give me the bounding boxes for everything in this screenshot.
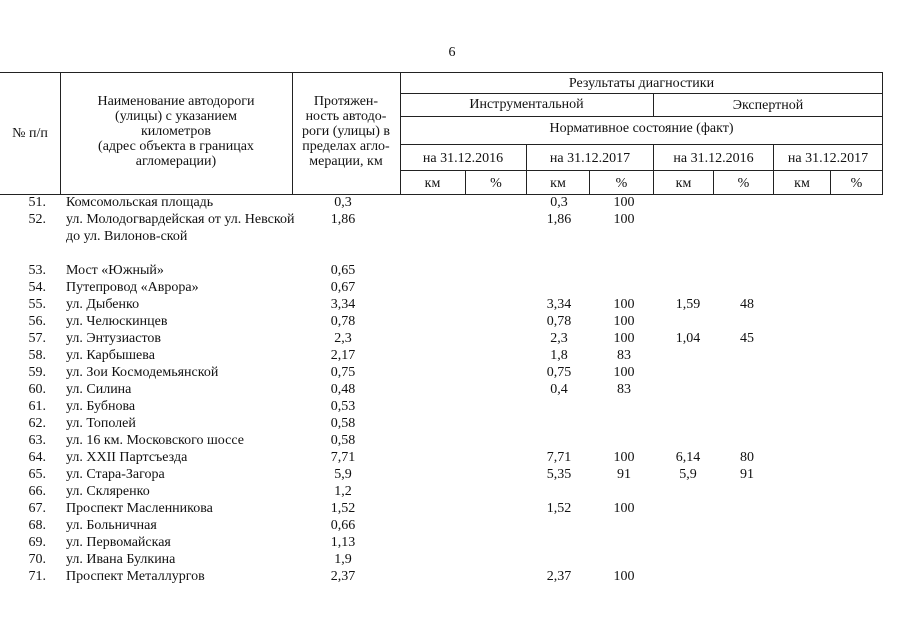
- header-date: на 31.12.2016: [673, 151, 754, 166]
- road-length: 5,9: [334, 467, 352, 482]
- instrumental-2017-km: 2,37: [546, 569, 572, 584]
- table-row: [0, 534, 905, 551]
- instrumental-2017-percent: 83: [617, 348, 631, 363]
- date-rule: [400, 170, 883, 171]
- table-row: [0, 500, 905, 517]
- road-name: Проспект Металлургов: [66, 569, 205, 584]
- instrumental-2017-km: 1,8: [550, 348, 568, 363]
- row-number: 52.: [28, 212, 46, 227]
- table-row: [0, 551, 905, 568]
- table-row: [0, 262, 905, 279]
- instrumental-2017-km: 7,71: [546, 450, 572, 465]
- header-date: на 31.12.2017: [549, 151, 631, 166]
- instrumental-2017-percent: 100: [613, 501, 635, 516]
- instrumental-2017-km: 1,86: [546, 212, 572, 227]
- row-number: 62.: [28, 416, 46, 431]
- road-length: 0,48: [330, 382, 356, 397]
- divider-date-1: [526, 144, 527, 194]
- table-row: [0, 517, 905, 534]
- row-number: 56.: [28, 314, 46, 329]
- instrumental-2017-km: 0,3: [550, 195, 568, 210]
- row-number: 70.: [28, 552, 46, 567]
- instrumental-2017-percent: 100: [613, 331, 635, 346]
- road-name: Комсомольская площадь: [66, 195, 214, 210]
- divider-unit-2: [589, 170, 590, 194]
- road-name: ул. Челюскинцев: [66, 314, 168, 329]
- header-date: на 31.12.2017: [787, 151, 869, 166]
- divider-date-3: [773, 144, 774, 194]
- row-number: 60.: [28, 382, 46, 397]
- row-number: 53.: [28, 263, 46, 278]
- header-length-line: мерации, км: [309, 154, 383, 169]
- road-name: ул. Стара-Загора: [66, 467, 165, 482]
- road-name: ул. XXII Партсъезда: [66, 450, 188, 465]
- header-unit: км: [675, 176, 692, 191]
- table-row: [0, 415, 905, 432]
- expert-2016-km: 1,04: [675, 331, 701, 346]
- header-length-line: пределах агло-: [302, 139, 390, 154]
- road-name: ул. 16 км. Московского шоссе: [66, 433, 244, 448]
- instrumental-2017-km: 3,34: [546, 297, 572, 312]
- header-results: Результаты диагностики: [568, 76, 715, 91]
- row-number: 54.: [28, 280, 46, 295]
- header-name-line: (адрес объекта в границах: [98, 139, 254, 154]
- header-top-rule: [0, 72, 883, 73]
- road-length: 0,67: [330, 280, 356, 295]
- row-number: 68.: [28, 518, 46, 533]
- road-length: 1,2: [334, 484, 352, 499]
- road-length: 0,78: [330, 314, 356, 329]
- header-unit: %: [850, 176, 863, 191]
- table-row: [0, 568, 905, 585]
- instrumental-2017-percent: 100: [613, 450, 635, 465]
- expert-2016-km: 5,9: [679, 467, 697, 482]
- road-length: 2,17: [330, 348, 356, 363]
- header-num: № п/п: [12, 126, 48, 141]
- instrumental-2017-percent: 83: [617, 382, 631, 397]
- road-name: ул. Дыбенко: [66, 297, 140, 312]
- road-length: 7,71: [330, 450, 356, 465]
- instrumental-2017-km: 5,35: [546, 467, 572, 482]
- normative-rule: [400, 144, 883, 145]
- row-number: 58.: [28, 348, 46, 363]
- road-length: 0,75: [330, 365, 356, 380]
- row-number: 61.: [28, 399, 46, 414]
- table-row: [0, 313, 905, 330]
- header-name-line: (улицы) с указанием: [115, 109, 237, 124]
- road-name: ул. Зои Космодемьянской: [66, 365, 219, 380]
- road-length: 2,3: [334, 331, 352, 346]
- road-name: ул. Молодогвардейская от ул. Невской до ул. Вилонов-ской: [66, 212, 295, 244]
- road-name: ул. Карбышева: [66, 348, 155, 363]
- expert-2016-km: 1,59: [675, 297, 701, 312]
- road-name: ул. Ивана Булкина: [66, 552, 176, 567]
- divider-length: [400, 72, 401, 194]
- instrumental-2017-percent: 91: [617, 467, 631, 482]
- row-number: 67.: [28, 501, 46, 516]
- instrumental-2017-percent: 100: [613, 297, 635, 312]
- instrumental-2017-percent: 100: [613, 212, 635, 227]
- header-name-line: агломерации): [135, 154, 217, 169]
- table-row: [0, 194, 905, 211]
- header-normative: Нормативное состояние (факт): [549, 121, 734, 136]
- header-length-block: [294, 94, 398, 169]
- expert-2016-percent: 48: [740, 297, 754, 312]
- table-row: [0, 347, 905, 364]
- results-rule: [400, 93, 883, 94]
- row-number: 57.: [28, 331, 46, 346]
- road-name: ул. Силина: [66, 382, 132, 397]
- header-name-block: [62, 94, 290, 169]
- row-number: 63.: [28, 433, 46, 448]
- divider-right: [882, 72, 883, 194]
- instrumental-2017-percent: 100: [613, 569, 635, 584]
- header-instrumental: Инструментальной: [469, 97, 584, 112]
- road-name: ул. Больничная: [66, 518, 157, 533]
- row-number: 59.: [28, 365, 46, 380]
- table-row: [0, 296, 905, 313]
- road-length: 1,52: [330, 501, 356, 516]
- header-length-line: Протяжен-: [313, 94, 379, 109]
- instrumental-2017-km: 2,3: [550, 331, 568, 346]
- road-length: 0,58: [330, 416, 356, 431]
- method-rule: [400, 116, 883, 117]
- road-length: 1,9: [334, 552, 352, 567]
- road-length: 1,86: [330, 212, 356, 227]
- divider-unit-4: [830, 170, 831, 194]
- table-row: [0, 381, 905, 398]
- table-row: [0, 483, 905, 500]
- road-name: Проспект Масленникова: [66, 501, 213, 516]
- row-number: 55.: [28, 297, 46, 312]
- instrumental-2017-km: 0,4: [550, 382, 568, 397]
- header-length-line: ность автодо-: [305, 109, 387, 124]
- table-row: [0, 211, 905, 244]
- row-number: 65.: [28, 467, 46, 482]
- road-name: ул. Скляренко: [66, 484, 150, 499]
- header-unit: км: [794, 176, 810, 191]
- instrumental-2017-percent: 100: [613, 365, 635, 380]
- road-name: ул. Первомайская: [66, 535, 171, 550]
- header-unit: %: [737, 176, 750, 191]
- row-number: 51.: [28, 195, 46, 210]
- table-row: [0, 466, 905, 483]
- table-row: [0, 364, 905, 381]
- page-number: 6: [448, 45, 456, 60]
- table-row: [0, 398, 905, 415]
- header-unit: %: [490, 176, 502, 191]
- instrumental-2017-km: 0,75: [546, 365, 572, 380]
- header-unit: км: [424, 176, 441, 191]
- header-length-line: роги (улицы) в: [302, 124, 390, 139]
- road-name: Мост «Южный»: [66, 263, 164, 278]
- instrumental-2017-km: 1,52: [546, 501, 572, 516]
- table-row: [0, 330, 905, 347]
- divider-num: [60, 72, 61, 194]
- road-length: 0,65: [330, 263, 356, 278]
- instrumental-2017-km: 0,78: [546, 314, 572, 329]
- header-unit: %: [615, 176, 628, 191]
- header-expert: Экспертной: [732, 98, 804, 113]
- divider-name: [292, 72, 293, 194]
- header-name-line: Наименование автодороги: [97, 94, 255, 109]
- road-length: 0,66: [330, 518, 356, 533]
- road-name: Путепровод «Аврора»: [66, 280, 199, 295]
- row-number: 66.: [28, 484, 46, 499]
- header-name-line: километров: [141, 124, 211, 139]
- table-row: [0, 432, 905, 449]
- road-name: ул. Тополей: [66, 416, 136, 431]
- table-row: [0, 279, 905, 296]
- expert-2016-percent: 91: [740, 467, 754, 482]
- road-length: 0,53: [330, 399, 356, 414]
- road-name: ул. Энтузиастов: [66, 331, 162, 346]
- header-unit: км: [550, 176, 566, 191]
- table-row: [0, 449, 905, 466]
- row-number: 71.: [28, 569, 46, 584]
- road-length: 3,34: [330, 297, 356, 312]
- expert-2016-km: 6,14: [675, 450, 701, 465]
- road-length: 0,3: [334, 195, 352, 210]
- road-length: 0,58: [330, 433, 356, 448]
- instrumental-2017-percent: 100: [613, 195, 635, 210]
- divider-unit-3: [713, 170, 714, 194]
- road-length: 1,13: [330, 535, 356, 550]
- row-number: 64.: [28, 450, 46, 465]
- instrumental-2017-percent: 100: [613, 314, 635, 329]
- divider-method: [653, 93, 654, 116]
- divider-date-2: [653, 144, 654, 194]
- expert-2016-percent: 80: [740, 450, 754, 465]
- row-number: 69.: [28, 535, 46, 550]
- header-date: на 31.12.2016: [422, 151, 504, 166]
- divider-unit-1: [465, 170, 466, 194]
- road-name: ул. Бубнова: [66, 399, 136, 414]
- road-length: 2,37: [330, 569, 356, 584]
- expert-2016-percent: 45: [740, 331, 754, 346]
